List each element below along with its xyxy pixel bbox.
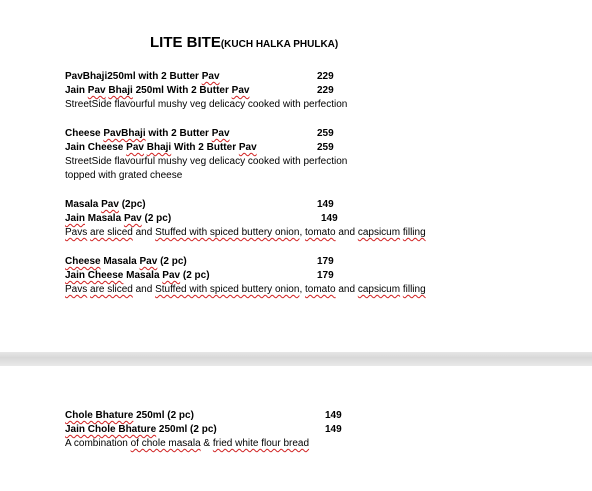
price-jain-chole-bhature: 149 xyxy=(325,424,342,435)
page-break xyxy=(0,352,592,366)
menu-item-masala-pav: Masala Pav (2pc) xyxy=(65,199,146,210)
menu-item-jain-cheese-pav-bhaji: Jain Cheese Pav Bhaji With 2 Butter Pav xyxy=(65,142,257,153)
description-cheese-pav-bhaji-line1: StreetSide flavourful mushy veg delicacy cooked with perfection xyxy=(65,156,348,167)
document-page-2 xyxy=(0,366,592,491)
price-cheese-masala-pav: 179 xyxy=(317,256,334,267)
price-jain-cheese-masala-pav: 179 xyxy=(317,270,334,281)
menu-title-main: LITE BITE xyxy=(150,34,221,51)
description-chole-bhature: A combination of chole masala & fried white flour bread xyxy=(65,438,310,449)
description-masala-pav: Pavs are sliced and Stuffed with spiced buttery onion, tomato and capsicum filling xyxy=(65,227,426,238)
price-jain-pav-bhaji: 229 xyxy=(317,85,334,96)
price-jain-masala-pav: 149 xyxy=(321,213,338,224)
menu-item-jain-pav-bhaji: Jain Pav Bhaji 250ml With 2 Butter Pav xyxy=(65,85,250,96)
price-cheese-pav-bhaji: 259 xyxy=(317,128,334,139)
menu-item-jain-cheese-masala-pav: Jain Cheese Masala Pav (2 pc) xyxy=(65,270,210,281)
price-chole-bhature: 149 xyxy=(325,410,342,421)
description-cheese-masala-pav: Pavs are sliced and Stuffed with spiced buttery onion, tomato and capsicum filling xyxy=(65,284,426,295)
menu-title-sub: (KUCH HALKA PHULKA) xyxy=(220,39,339,50)
price-masala-pav: 149 xyxy=(317,199,334,210)
price-jain-cheese-pav-bhaji: 259 xyxy=(317,142,334,153)
menu-item-jain-chole-bhature: Jain Chole Bhature 250ml (2 pc) xyxy=(65,424,217,435)
menu-item-cheese-pav-bhaji: Cheese PavBhaji with 2 Butter Pav xyxy=(65,128,230,139)
description-cheese-pav-bhaji-line2: topped with grated cheese xyxy=(65,170,183,181)
description-pav-bhaji: StreetSide flavourful mushy veg delicacy cooked with perfection xyxy=(65,99,348,110)
price-pav-bhaji: 229 xyxy=(317,71,334,82)
menu-title xyxy=(150,34,338,51)
menu-item-pav-bhaji: PavBhaji250ml with 2 Butter Pav xyxy=(65,71,220,82)
menu-item-jain-masala-pav: Jain Masala Pav (2 pc) xyxy=(65,213,172,224)
menu-item-cheese-masala-pav: Cheese Masala Pav (2 pc) xyxy=(65,256,187,267)
menu-item-chole-bhature: Chole Bhature 250ml (2 pc) xyxy=(65,410,194,421)
